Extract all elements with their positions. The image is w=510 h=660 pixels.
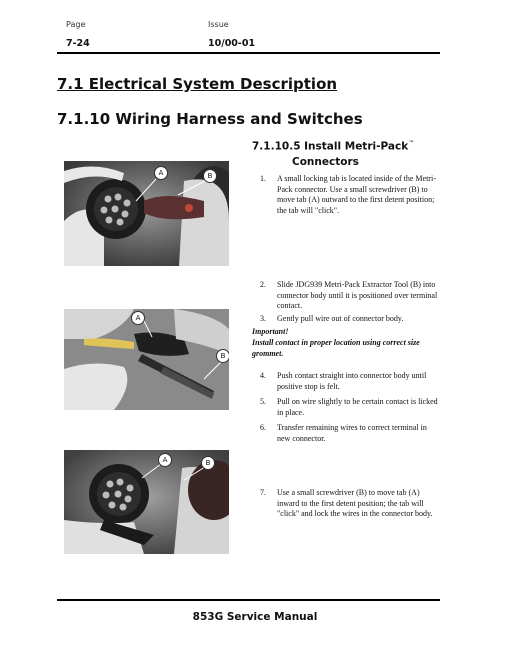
issue-label: Issue: [208, 20, 229, 29]
step-7: [252, 488, 440, 520]
issue-date: 10/00-01: [208, 38, 256, 49]
callout-a: A: [158, 453, 172, 467]
step-text: Pull on wire slightly to be certain contact is licked in place.: [277, 397, 438, 417]
callout-a: A: [131, 311, 145, 325]
step-6: [252, 423, 440, 444]
important-heading: Important!: [252, 327, 289, 336]
step-text: Use a small screwdriver (B) to move tab (A) inward to the first detent position; the tab will "click" and lock the wires in the connector body.: [277, 488, 433, 518]
step-number: 5.: [260, 397, 266, 406]
step-number: 7.: [260, 488, 266, 497]
step-1: [252, 174, 440, 216]
footer-manual-title: 853G Service Manual: [192, 611, 318, 623]
step-text: Push contact straight into connector body until positive stop is felt.: [277, 371, 427, 391]
photo-connector-tab-outward: [64, 161, 229, 266]
step-text: A small locking tab is located inside of the Metri-Pack connector. Use a small screwdriver (B) to move tab (A) outward to the first detent position; the tab will "click".: [277, 174, 436, 215]
step-text: Slide JDG939 Metri-Pack Extractor Tool (B) into connector body until it is positioned over terminal contact.: [277, 280, 438, 310]
step-3: [252, 314, 440, 325]
step-number: 2.: [260, 280, 266, 289]
page-label: Page: [66, 20, 86, 29]
callout-b: B: [203, 169, 217, 183]
page-number: 7-24: [66, 38, 90, 49]
step-text: Gently pull wire out of connector body.: [277, 314, 404, 323]
photo-connector-tab-inward: [64, 450, 229, 554]
procedure-title-line2: Connectors: [292, 155, 359, 168]
step-number: 6.: [260, 423, 266, 432]
procedure-title-line1: 7.1.10.5 Install Metri-Pack: [252, 140, 409, 153]
section-title: 7.1 Electrical System Description: [57, 75, 338, 93]
step-number: 4.: [260, 371, 266, 380]
step-text: Transfer remaining wires to correct terminal in new connector.: [277, 423, 427, 443]
callout-a: A: [154, 166, 168, 180]
header-rule: [57, 52, 440, 54]
callout-b: B: [216, 349, 229, 363]
step-4: [252, 371, 440, 392]
step-5: [252, 397, 440, 418]
step-2: [252, 280, 440, 312]
procedure-title: [252, 136, 414, 170]
step-number: 3.: [260, 314, 266, 323]
subsection-title: 7.1.10 Wiring Harness and Switches: [57, 110, 363, 128]
important-note: [252, 326, 442, 359]
trademark-symbol: ™: [408, 140, 415, 147]
photo-2-drawing: [64, 309, 229, 410]
important-text: Install contact in proper location using correct size grommet.: [252, 338, 420, 358]
callout-b: B: [201, 456, 215, 470]
step-number: 1.: [260, 174, 266, 183]
photo-extractor-tool: [64, 309, 229, 410]
footer-rule: [57, 599, 440, 601]
